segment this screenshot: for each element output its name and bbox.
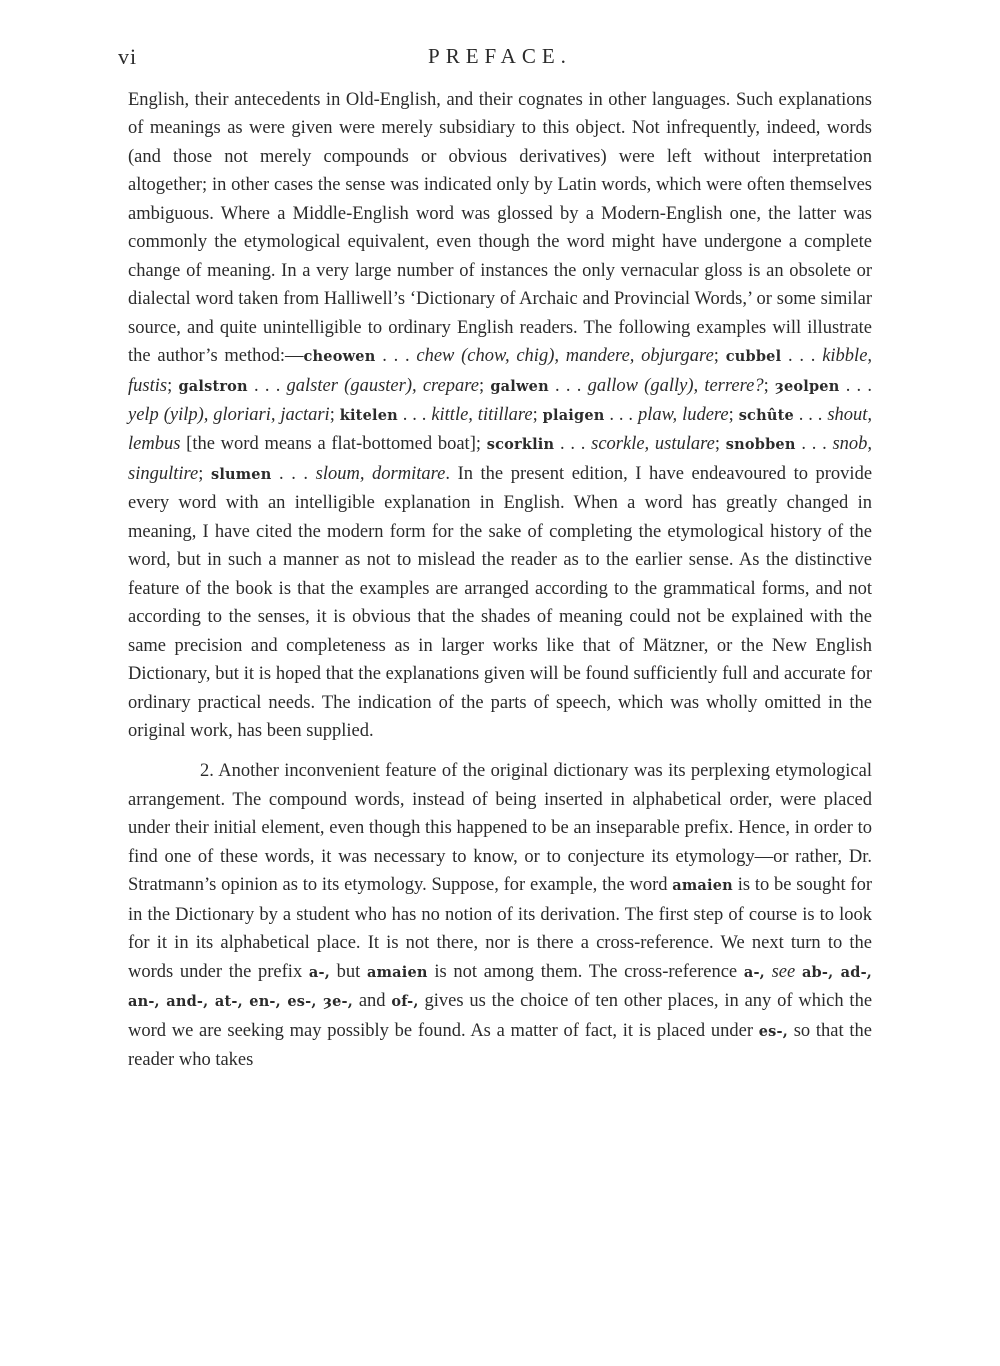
example-headword: cheowen: [303, 348, 376, 366]
example-note: [the word means a flat-bottomed boat]: [186, 434, 476, 455]
paragraph-2-text: so that the reader who takes: [128, 1020, 872, 1070]
example-gloss: kibble, fustis: [128, 346, 873, 396]
prefix-of: of-,: [391, 993, 419, 1011]
example-gloss: plaw, ludere: [637, 404, 729, 425]
paragraph-2-text: 2. Another inconvenient feature of the original dictionary was its perplexing etymological arrangement. The compound words, instead of being inserted in alphabetical order, were placed under their initial element, even though this happened to be an inseparable prefix. Hence, in order to find one of these words, it was necessary to know, or to conjecture its etymology—or rather, Dr. Stratmann’s opinion as to its etymology. Suppose, for example, the word: [128, 761, 872, 896]
body-text: [128, 86, 872, 1074]
example-headword: plaigen: [542, 406, 605, 424]
example-list: cheowen . . . chew (chow, chig), mandere, objurgare; cubbel . . . kibble, fustis; galstron . . . galster (gauster), crepare; galwen . . . gallow (gally), terrere?; ȝeolpen . . . yelp (yilp), gloriari, jactari; kitelen . . . kittle, titillare; plaigen . . . plaw, ludere; schûte . . . shout, lembus [the word means a flat-bottomed boat]; scorklin . . . scorkle, ustulare; snobben . . . snob, singultire; slumen . . . sloum, dormitare.: [128, 346, 873, 484]
example-gloss: kittle, titillare: [431, 404, 533, 425]
example-gloss: chew (chow, chig), mandere, objurgare: [416, 346, 714, 367]
paragraph-2-text: and: [358, 991, 386, 1012]
paragraph-2-text: gives us the choice of ten other places, in any of which the word we are seeking may possibly be found. As a matter of fact, it is placed under: [128, 991, 873, 1041]
example-headword: kitelen: [339, 406, 398, 424]
prefix-a: a-,: [308, 963, 330, 981]
example-headword: cubbel: [725, 348, 782, 366]
page-number: vi: [118, 44, 138, 69]
example-headword: galstron: [178, 377, 248, 395]
paragraph-1-intro: English, their antecedents in Old-English, and their cognates in other languages. Such explanations of meanings as were given were merely subsidiary to this object. Not infrequently, indeed, words (and those not merely compounds or obvious derivatives) were left without interpretation altogether; in other cases the sense was indicated only by Latin words, which were often themselves ambiguous. Where a Middle-English word was glossed by a Modern-English one, the latter was commonly the etymological equivalent, even though the word might have undergone a complete change of meaning. In a very large number of instances the only vernacular gloss is an obsolete or dialectal word taken from Halliwell’s ‘Dictionary of Archaic and Provincial Words,’ or some similar source, and quite unintelligible to ordinary English readers. The following examples will illustrate the author’s method:—: [128, 90, 872, 367]
paragraph-2: [128, 757, 872, 1074]
paragraph-1: [128, 86, 872, 745]
headword-amaien: amaien: [367, 963, 428, 981]
example-headword: ȝeolpen: [774, 377, 840, 395]
example-headword: schûte: [738, 406, 794, 424]
prefix-es: es-,: [758, 1022, 788, 1040]
paragraph-2-text: but: [336, 961, 361, 982]
example-gloss: yelp (yilp), gloriari, jactari: [128, 404, 330, 425]
see-reference: see: [771, 961, 796, 982]
paragraph-2-text: is not among them. The cross-reference: [434, 961, 738, 982]
example-gloss: galster (gauster), crepare: [286, 375, 479, 396]
prefix-a: a-,: [743, 963, 765, 981]
running-head: PREFACE.: [428, 44, 572, 68]
prefix-list: ab-, ad-, an-, and-, at-, en-, es-, ȝe-,: [128, 963, 873, 1011]
example-headword: snobben: [725, 436, 796, 454]
example-headword: scorklin: [486, 436, 555, 454]
headword-amaien: amaien: [672, 877, 733, 895]
example-gloss: scorkle, ustulare: [591, 434, 715, 455]
example-gloss: sloum, dormitare: [315, 463, 446, 484]
example-gloss: shout, lembus: [128, 404, 873, 455]
example-headword: galwen: [490, 377, 549, 395]
paragraph-1-outro: In the present edition, I have endeavoured to provide every word with an intelligible explanation in English. When a word has greatly changed in meaning, I have cited the modern form for the sake of completing the etymological history of the word, but in such a manner as not to mislead the reader as to the earlier sense. As the distinctive feature of the book is that the examples are arranged according to the grammatical forms, and not according to the senses, it is obvious that the shades of meaning could not be explained with the same precision and completeness as in larger works like that of Mätzner, or the New English Dictionary, but it is hoped that the explanations given will be found sufficiently full and accurate for ordinary practical needs. The indication of the parts of speech, which was wholly omitted in the original work, has been supplied.: [128, 463, 873, 741]
example-headword: slumen: [210, 465, 272, 483]
example-gloss: snob, singultire: [128, 434, 873, 484]
example-gloss: gallow (gally), terrere?: [587, 375, 764, 396]
paragraph-2-text: is to be sought for in the Dictionary by a student who has no notion of its derivation. The first step of course is to look for it in its alphabetical place. It is not there, nor is there a cross-reference. We next turn to the words under the prefix: [128, 875, 872, 982]
